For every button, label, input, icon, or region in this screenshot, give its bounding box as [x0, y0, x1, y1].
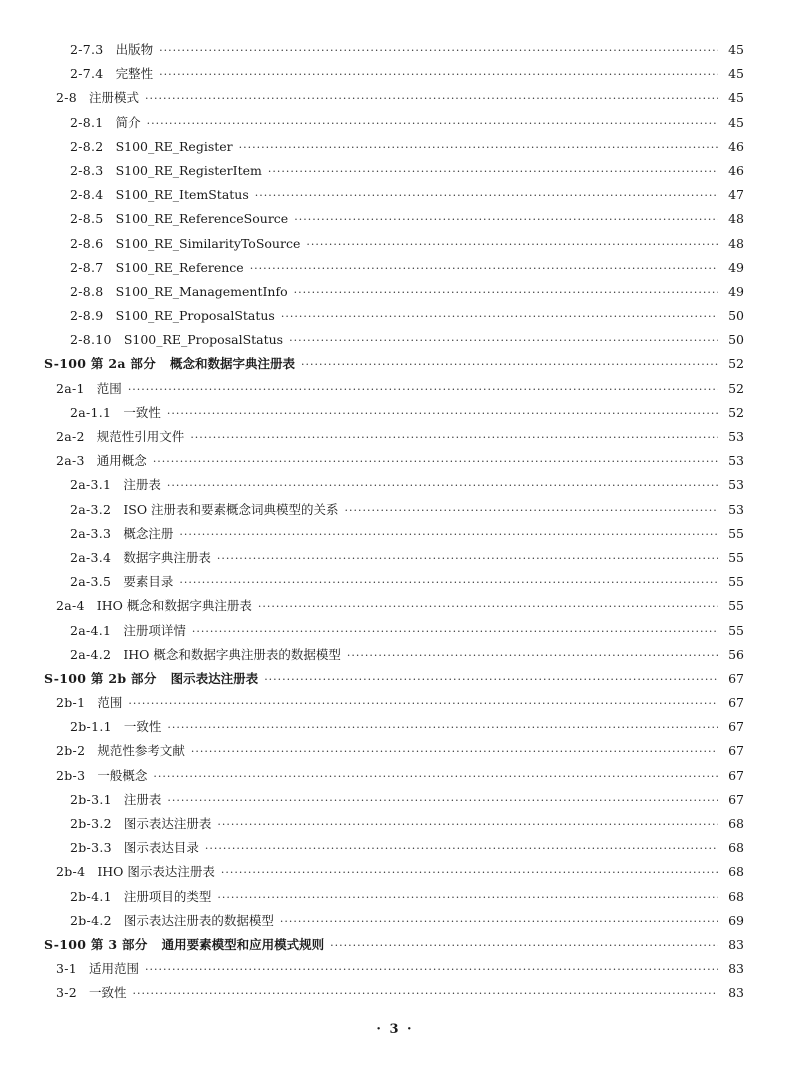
- toc-leader-dots: [217, 886, 718, 910]
- toc-entry-title: 范围: [97, 695, 123, 711]
- toc-leader-dots: [159, 39, 718, 63]
- toc-entry-number: 2-8.2: [70, 138, 104, 154]
- toc-entry-number: 2b-3.2: [70, 816, 112, 831]
- toc-entry-number: 2a-3.4: [70, 549, 112, 565]
- toc-entry-number: S-100 第 3 部分: [44, 936, 148, 952]
- toc-entry-page: 67: [728, 791, 744, 807]
- toc-entry-page: 55: [728, 549, 744, 565]
- toc-entry-number: 2a-3.1: [70, 477, 112, 493]
- toc-entry-number: 2a-1: [56, 380, 85, 396]
- toc-entry-number: 3-1: [56, 961, 78, 977]
- toc-entry-page: 67: [728, 695, 744, 711]
- toc-entry-number: 2a-3.5: [70, 574, 112, 590]
- toc-entry-page: 52: [728, 404, 744, 420]
- toc-entry-title: 通用概念: [96, 453, 147, 469]
- toc-entry-title: 图示表达注册表的数据模型: [123, 912, 274, 928]
- toc-entry-page: 48: [728, 211, 744, 227]
- toc-entry-number: 3-2: [56, 985, 78, 1001]
- toc-entry[interactable]: [0, 183, 790, 207]
- toc-entry[interactable]: [0, 304, 790, 328]
- toc-entry[interactable]: [0, 909, 790, 933]
- toc-leader-dots: [190, 426, 718, 450]
- toc-entry-title: S100_RE_Reference: [115, 259, 244, 275]
- toc-entry-title: 注册项目的类型: [123, 888, 212, 904]
- toc-leader-dots: [179, 523, 718, 547]
- toc-entry-title: 图示表达注册表: [170, 670, 259, 686]
- toc-leader-dots: [294, 208, 718, 232]
- toc-entry[interactable]: [0, 377, 790, 401]
- toc-entry-title: IHO 概念和数据字典注册表: [96, 598, 252, 614]
- toc-entry-number: 2a-3.3: [70, 525, 112, 541]
- toc-entry-title: 通用要素模型和应用模式规则: [161, 936, 325, 952]
- toc-leader-dots: [258, 595, 718, 619]
- toc-entry-number: 2-8.7: [70, 259, 104, 275]
- toc-leader-dots: [192, 620, 718, 644]
- toc-entry-page: 68: [728, 816, 744, 831]
- toc-entry-page: 55: [728, 525, 744, 541]
- toc-entry-title: S100_RE_ReferenceSource: [115, 211, 289, 227]
- toc-entry-page: 45: [728, 90, 744, 106]
- toc-entry-title: S100_RE_SimilarityToSource: [115, 235, 301, 251]
- toc-leader-dots: [330, 934, 718, 958]
- toc-leader-dots: [167, 789, 718, 813]
- toc-leader-dots: [250, 257, 718, 281]
- toc-entry-title: 出版物: [115, 42, 154, 57]
- toc-leader-dots: [179, 571, 718, 595]
- toc-entry[interactable]: [0, 473, 790, 497]
- toc-entry-number: 2-8.6: [70, 235, 104, 251]
- toc-leader-dots: [128, 692, 718, 716]
- toc-entry-number: 2a-2: [56, 429, 85, 444]
- toc-entry[interactable]: [0, 232, 790, 256]
- toc-entry-title: IHO 图示表达注册表: [97, 864, 215, 880]
- toc-entry[interactable]: [0, 498, 790, 522]
- toc-entry-title: 范围: [96, 380, 122, 396]
- toc-entry-title: 概念注册: [123, 525, 174, 541]
- toc-entry-title: 规范性参考文献: [97, 743, 185, 759]
- toc-entry-title: 一致性: [123, 404, 161, 420]
- toc-entry-number: 2-8.3: [70, 162, 104, 178]
- toc-leader-dots: [217, 547, 718, 571]
- toc-leader-dots: [345, 499, 718, 523]
- toc-entry-number: 2a-4: [56, 598, 85, 614]
- toc-entry[interactable]: [0, 522, 790, 546]
- toc-entry-page: 83: [728, 961, 744, 977]
- toc-entry-number: 2a-1.1: [70, 404, 112, 420]
- toc-leader-dots: [159, 63, 718, 87]
- toc-entry[interactable]: [0, 280, 790, 304]
- toc-entry-number: 2-7.3: [70, 42, 104, 57]
- toc-entry-title: 要素目录: [123, 574, 174, 590]
- toc-entry-page: 68: [728, 888, 744, 904]
- toc-leader-dots: [133, 982, 718, 1006]
- toc-entry-number: 2b-1: [56, 695, 86, 711]
- toc-entry-page: 45: [728, 114, 744, 130]
- toc-entry-title: 注册项详情: [123, 622, 186, 638]
- toc-entry-title: S100_RE_Register: [115, 138, 233, 154]
- toc-entry[interactable]: [0, 836, 790, 860]
- toc-entry-number: 2-8.5: [70, 211, 104, 227]
- toc-leader-dots: [221, 861, 718, 885]
- toc-entry-number: 2b-4: [56, 864, 86, 880]
- toc-entry[interactable]: [0, 111, 790, 135]
- toc-entry-title: 简介: [115, 114, 141, 130]
- toc-leader-dots: [217, 813, 718, 837]
- toc-entry-number: 2-8.1: [70, 114, 104, 130]
- toc-entry-number: 2a-4.2: [70, 646, 112, 662]
- toc-leader-dots: [167, 474, 718, 498]
- toc-entry-page: 83: [728, 985, 744, 1001]
- toc-entry-title: 注册表: [123, 477, 161, 493]
- toc-entry[interactable]: [0, 449, 790, 473]
- toc-entry-title: 图示表达注册表: [123, 816, 212, 831]
- toc-entry[interactable]: [0, 885, 790, 909]
- toc-entry-title: 注册模式: [89, 90, 140, 106]
- toc-entry-page: 53: [728, 429, 744, 444]
- toc-entry-title: 一般概念: [97, 767, 148, 783]
- toc-leader-dots: [294, 281, 718, 305]
- toc-entry-number: 2a-3: [56, 453, 85, 469]
- toc-leader-dots: [167, 716, 718, 740]
- toc-entry[interactable]: [0, 715, 790, 739]
- toc-entry-page: 55: [728, 598, 744, 614]
- toc-entry-number: 2-8: [56, 90, 78, 106]
- toc-entry-title: 一致性: [89, 985, 127, 1001]
- toc-leader-dots: [268, 160, 718, 184]
- toc-entry-title: 数据字典注册表: [123, 549, 211, 565]
- toc-entry[interactable]: [0, 62, 790, 86]
- toc-entry-title: 图示表达目录: [123, 840, 199, 856]
- toc-leader-dots: [239, 136, 718, 160]
- toc-entry-number: 2b-3: [56, 767, 86, 783]
- toc-leader-dots: [145, 87, 718, 111]
- toc-entry-title: 一致性: [123, 719, 162, 735]
- toc-entry-page: 49: [728, 283, 744, 299]
- toc-entry-number: 2a-4.1: [70, 622, 112, 638]
- toc-entry-page: 69: [728, 912, 744, 928]
- toc-entry[interactable]: [0, 328, 790, 352]
- toc-entry-number: S-100 第 2b 部分: [44, 670, 157, 686]
- toc-leader-dots: [255, 184, 718, 208]
- toc-leader-dots: [306, 233, 718, 257]
- toc-entry-number: 2b-3.3: [70, 840, 112, 856]
- toc-entry-number: 2b-4.1: [70, 888, 112, 904]
- toc-entry-page: 48: [728, 235, 744, 251]
- toc-entry-page: 68: [728, 840, 744, 856]
- toc-entry-page: 52: [728, 356, 744, 372]
- toc-entry-page: 52: [728, 380, 744, 396]
- toc-leader-dots: [301, 353, 718, 377]
- toc-leader-dots: [147, 112, 718, 136]
- toc-entry[interactable]: [0, 570, 790, 594]
- toc-entry[interactable]: [0, 860, 790, 884]
- toc-entry-title: S100_RE_ManagementInfo: [115, 283, 288, 299]
- toc-leader-dots: [347, 644, 718, 668]
- toc-entry[interactable]: [0, 256, 790, 280]
- toc-entry-page: 49: [728, 259, 744, 275]
- toc-entry-title: IHO 概念和数据字典注册表的数据模型: [123, 646, 341, 662]
- toc-entry[interactable]: [0, 594, 790, 618]
- toc-entry-number: 2b-2: [56, 743, 86, 759]
- toc-entry[interactable]: [0, 207, 790, 231]
- toc-entry-page: 50: [728, 332, 744, 348]
- toc-entry[interactable]: [0, 86, 790, 110]
- toc-entry-page: 53: [728, 453, 744, 469]
- toc-entry-number: 2b-4.2: [70, 912, 112, 928]
- toc-entry[interactable]: [0, 425, 790, 449]
- toc-entry-page: 53: [728, 477, 744, 493]
- toc-entry-page: 67: [728, 743, 744, 759]
- toc-entry-title: 适用范围: [89, 961, 140, 977]
- toc-leader-dots: [191, 740, 718, 764]
- toc-entry[interactable]: [0, 812, 790, 836]
- toc-entry[interactable]: [0, 667, 790, 691]
- toc-entry-page: 68: [728, 864, 744, 880]
- toc-entry-page: 47: [728, 187, 744, 203]
- toc-entry-page: 46: [728, 162, 744, 178]
- toc-leader-dots: [280, 910, 718, 934]
- toc-entry-title: 概念和数据字典注册表: [170, 356, 296, 372]
- toc-entry[interactable]: [0, 643, 790, 667]
- toc-entry[interactable]: [0, 38, 790, 62]
- toc-leader-dots: [264, 668, 718, 692]
- toc-entry-page: 83: [728, 936, 744, 952]
- toc-entry[interactable]: [0, 546, 790, 570]
- toc-leader-dots: [145, 958, 718, 982]
- toc-entry-page: 56: [728, 646, 744, 662]
- toc-entry-number: 2-8.4: [70, 187, 104, 203]
- toc-entry[interactable]: [0, 739, 790, 763]
- toc-entry-page: 45: [728, 42, 744, 57]
- toc-leader-dots: [281, 305, 718, 329]
- toc-entry[interactable]: [0, 135, 790, 159]
- toc-entry-page: 55: [728, 574, 744, 590]
- toc-entry[interactable]: [0, 981, 790, 1005]
- toc-entry-number: S-100 第 2a 部分: [44, 356, 157, 372]
- toc-entry[interactable]: [0, 764, 790, 788]
- toc-entry-page: 46: [728, 138, 744, 154]
- toc-entry-number: 2a-3.2: [70, 501, 112, 517]
- toc-entry-number: 2b-3.1: [70, 791, 112, 807]
- toc-entry-number: 2b-1.1: [70, 719, 112, 735]
- toc-leader-dots: [153, 765, 718, 789]
- toc-entry-title: S100_RE_RegisterItem: [115, 162, 262, 178]
- toc-entry-title: S100_RE_ProposalStatus: [115, 308, 275, 324]
- toc-entry[interactable]: [0, 788, 790, 812]
- toc-entry[interactable]: [0, 957, 790, 981]
- toc-entry-number: 2-8.9: [70, 308, 104, 324]
- toc-entry[interactable]: [0, 691, 790, 715]
- toc-entry-page: 67: [728, 719, 744, 735]
- toc-leader-dots: [167, 402, 718, 426]
- toc-entry-title: S100_RE_ProposalStatus: [123, 332, 284, 348]
- toc-leader-dots: [153, 450, 718, 474]
- toc-entry-page: 67: [728, 767, 744, 783]
- toc-entry-number: 2-8.10: [70, 332, 112, 348]
- toc-entry[interactable]: [0, 159, 790, 183]
- toc-leader-dots: [289, 329, 718, 353]
- toc-entry-title: 规范性引用文件: [96, 429, 185, 444]
- toc-entry-page: 45: [728, 66, 744, 82]
- toc-entry-title: ISO 注册表和要素概念词典模型的关系: [123, 501, 339, 517]
- toc-entry-page: 53: [728, 501, 744, 517]
- page-number: · 3 ·: [376, 1022, 414, 1037]
- toc-entry[interactable]: [0, 933, 790, 957]
- toc-entry-title: 完整性: [115, 66, 154, 82]
- toc-leader-dots: [205, 837, 718, 861]
- toc-leader-dots: [128, 378, 718, 402]
- table-of-contents: [0, 38, 790, 1006]
- toc-entry[interactable]: [0, 401, 790, 425]
- toc-entry-number: 2-7.4: [70, 66, 104, 82]
- toc-entry-page: 67: [728, 670, 744, 686]
- toc-entry[interactable]: [0, 352, 790, 376]
- toc-entry[interactable]: [0, 619, 790, 643]
- toc-entry-title: 注册表: [123, 791, 162, 807]
- toc-entry-title: S100_RE_ItemStatus: [115, 187, 249, 203]
- toc-entry-number: 2-8.8: [70, 283, 104, 299]
- toc-entry-page: 55: [728, 622, 744, 638]
- toc-entry-page: 50: [728, 308, 744, 324]
